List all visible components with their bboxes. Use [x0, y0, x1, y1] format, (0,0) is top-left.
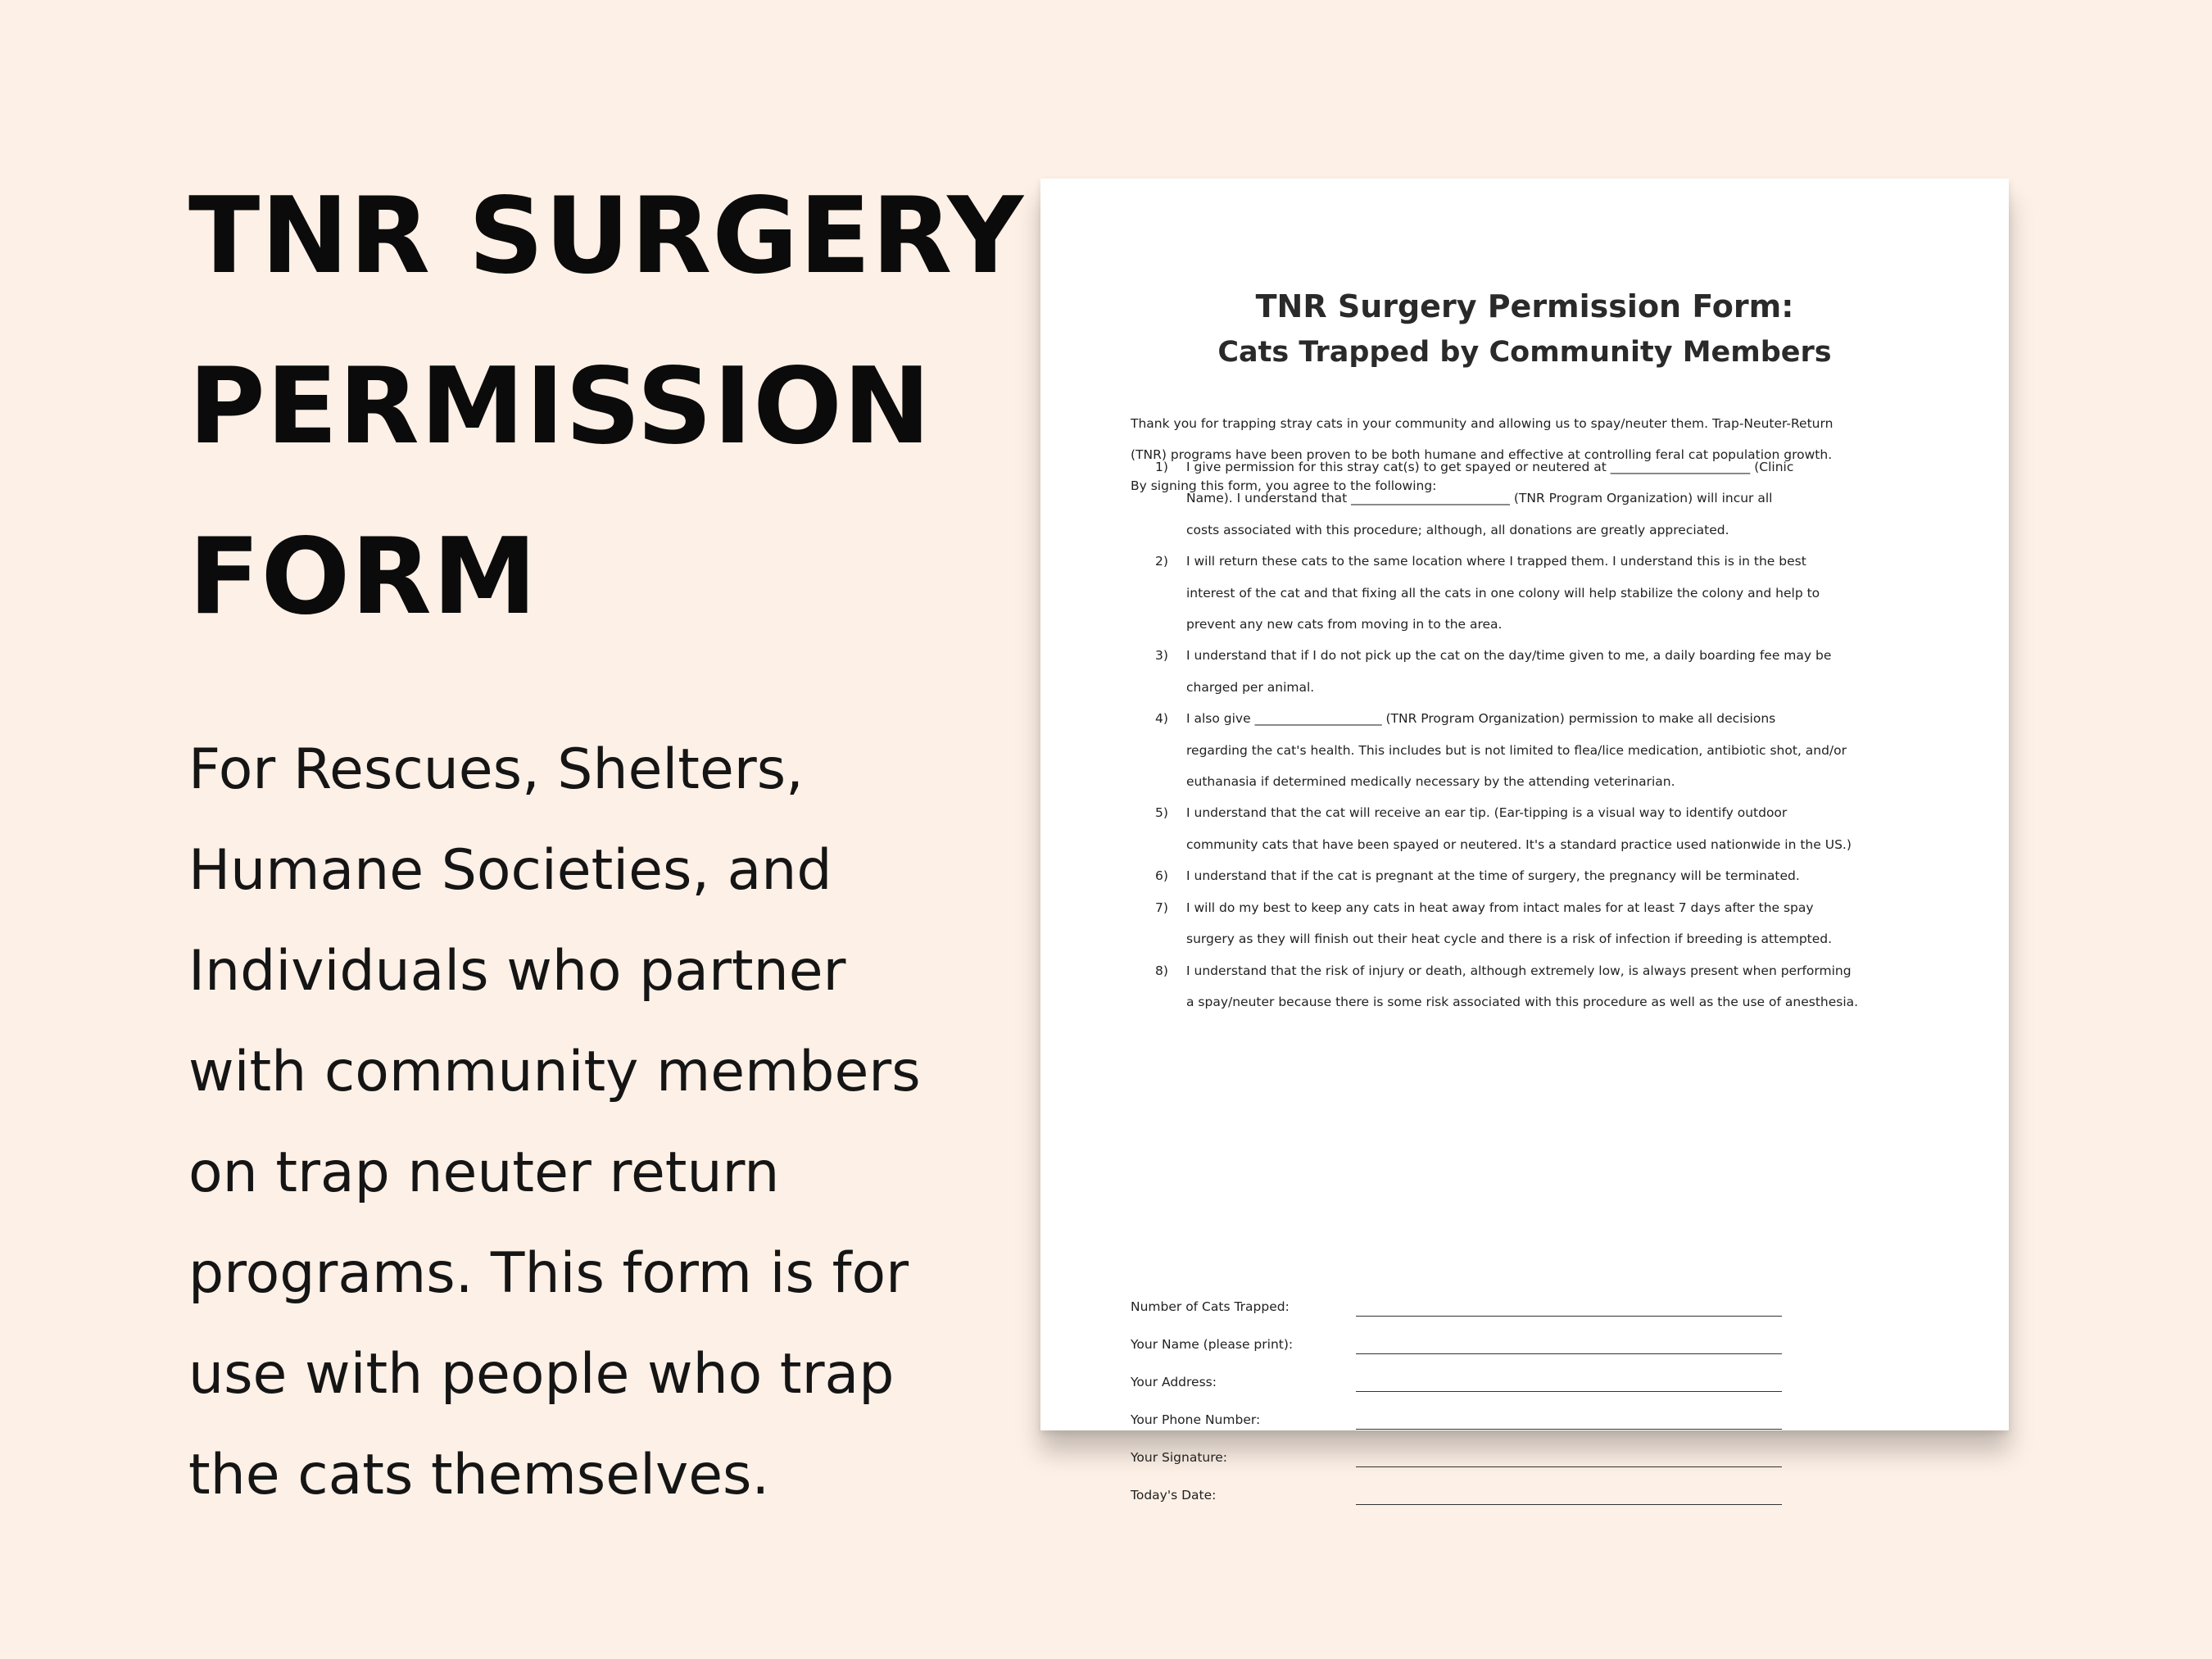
agreement-item-line: costs associated with this procedure; although, all donations are greatly appreciated.: [1186, 522, 1729, 537]
intro-line: Thank you for trapping stray cats in your community and allowing us to spay/neuter them. Trap-Neuter-Return: [1131, 416, 1834, 431]
form-title-block: [1040, 283, 2009, 375]
form-field-blank-line: [1356, 1466, 1782, 1467]
agreement-item-line: I will return these cats to the same location where I trapped them. I understand this is in the best: [1186, 554, 1806, 569]
agreement-item-line: euthanasia if determined medically necessary by the attending veterinarian.: [1186, 774, 1675, 790]
description-line: For Rescues, Shelters,: [188, 737, 804, 802]
agreement-item: [1155, 860, 1974, 891]
form-field-blank-line: [1356, 1316, 1782, 1317]
agreement-item-line: I understand that if the cat is pregnant at the time of surgery, the pregnancy will be terminated.: [1186, 868, 1800, 884]
form-field-blank-line: [1356, 1504, 1782, 1505]
description-line: the cats themselves.: [188, 1443, 770, 1507]
form-field-row: [1131, 1445, 1950, 1483]
agreement-item-number: 2): [1155, 554, 1168, 569]
form-field-blank-line: [1356, 1429, 1782, 1430]
agreement-item-line: I understand that the cat will receive an ear tip. (Ear-tipping is a visual way to identify outdoor: [1186, 805, 1788, 821]
description-line: with community members: [188, 1040, 921, 1104]
description-line: Humane Societies, and: [188, 838, 832, 903]
agreement-item: [1155, 892, 1974, 955]
description-line: on trap neuter return: [188, 1140, 780, 1205]
agreement-item-line: community cats that have been spayed or neutered. It's a standard practice used nationwide in the US.): [1186, 836, 1852, 852]
form-field-label: Today's Date:: [1131, 1488, 1217, 1503]
form-field-blank-line: [1356, 1391, 1782, 1392]
form-field-label: Your Signature:: [1131, 1450, 1228, 1465]
agreement-item: [1155, 703, 1974, 797]
agreement-item: [1155, 797, 1974, 860]
agreement-item-line: a spay/neuter because there is some risk associated with this procedure as well as the use of anesthesia.: [1186, 994, 1859, 1009]
description-line: Individuals who partner: [188, 939, 846, 1004]
agreement-item-number: 3): [1155, 648, 1168, 664]
form-field-row: [1131, 1370, 1950, 1407]
agreement-list: [1155, 451, 1974, 1018]
agreement-item-line: prevent any new cats from moving in to the area.: [1186, 617, 1503, 632]
description-line: use with people who trap: [188, 1342, 895, 1407]
agreement-item-line: I understand that if I do not pick up the cat on the day/time given to me, a daily boarding fee may be: [1186, 648, 1832, 664]
agreement-item-line: I also give ____________________ (TNR Program Organization) permission to make all decisions: [1186, 711, 1776, 727]
agreement-item-line: I understand that the risk of injury or death, although extremely low, is always present when performing: [1186, 963, 1852, 978]
agreement-item-number: 8): [1155, 963, 1168, 978]
form-field-row: [1131, 1332, 1950, 1370]
agreement-item-number: 7): [1155, 900, 1168, 915]
intro-line: (TNR) programs have been proven to be both humane and effective at controlling feral cat population growth.: [1131, 447, 1833, 462]
agreement-item: [1155, 546, 1974, 640]
headline-line: TNR SURGERY: [188, 175, 1024, 297]
agreement-item: [1155, 640, 1974, 703]
agreement-item-number: 1): [1155, 460, 1168, 474]
agreement-item-line: charged per animal.: [1186, 679, 1315, 695]
agreement-item-line: Name). I understand that _________________________ (TNR Program Organization) will incur all: [1186, 491, 1773, 506]
page-title: [188, 152, 1024, 663]
agreement-item: [1155, 451, 1974, 546]
agreement-item-line: interest of the cat and that fixing all the cats in one colony will help stabilize the colony and help to: [1186, 585, 1820, 601]
signature-fields: [1131, 1294, 1950, 1521]
form-subtitle: Cats Trapped by Community Members: [1217, 336, 1832, 369]
headline-block: [188, 152, 1024, 663]
headline-line: PERMISSION: [188, 346, 931, 468]
intro-line: By signing this form, you agree to the following:: [1131, 478, 1437, 493]
form-field-row: [1131, 1407, 1950, 1445]
agreement-item-line: I give permission for this stray cat(s) to get spayed or neutered at ______________________ (Clinic: [1186, 460, 1794, 474]
description-line: programs. This form is for: [188, 1241, 909, 1306]
form-field-label: Your Name (please print):: [1131, 1337, 1294, 1352]
form-field-label: Number of Cats Trapped:: [1131, 1299, 1290, 1314]
agreement-item-line: I will do my best to keep any cats in heat away from intact males for at least 7 days after the spay: [1186, 900, 1814, 915]
agreement-item-number: 5): [1155, 805, 1168, 821]
agreement-item-number: 4): [1155, 711, 1168, 727]
agreement-item-line: surgery as they will finish out their heat cycle and there is a risk of infection if breeding is attempted.: [1186, 931, 1833, 947]
form-title: TNR Surgery Permission Form:: [1255, 288, 1794, 324]
form-preview-page: [1040, 179, 2009, 1503]
form-field-blank-line: [1356, 1353, 1782, 1354]
headline-line: FORM: [188, 516, 538, 638]
form-field-label: Your Phone Number:: [1131, 1412, 1261, 1427]
agreement-item: [1155, 955, 1974, 1018]
form-field-row: [1131, 1294, 1950, 1332]
agreement-item-number: 6): [1155, 868, 1168, 884]
form-field-row: [1131, 1483, 1950, 1521]
form-field-label: Your Address:: [1131, 1375, 1217, 1389]
agreement-item-line: regarding the cat's health. This includes but is not limited to flea/lice medication, antibiotic shot, and/or: [1186, 742, 1847, 758]
product-description: [188, 719, 1008, 1525]
